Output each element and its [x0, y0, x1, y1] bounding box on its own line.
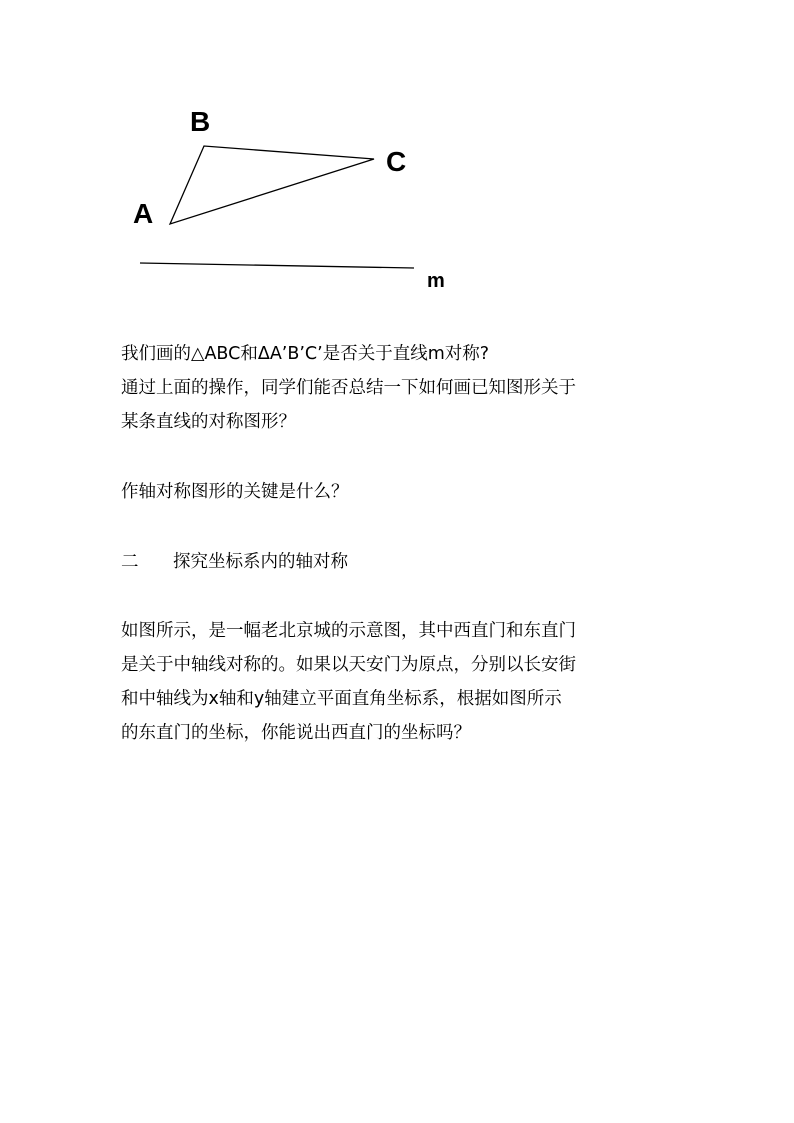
- paragraph-key-question: [121, 475, 681, 509]
- text-line: 某条直线的对称图形？: [121, 412, 296, 432]
- triangle-abc: [170, 146, 374, 224]
- text-line: 如图所示，是一幅老北京城的示意图，其中西直门和东直门: [121, 621, 576, 641]
- section-title: 探究坐标系内的轴对称: [173, 552, 348, 572]
- label-point-a: A: [133, 198, 154, 229]
- text-line: 我们画的△ABC和ΔA’B’C’是否关于直线m对称?: [121, 344, 490, 364]
- text-line: 是关于中轴线对称的。如果以天安门为原点，分别以长安街: [121, 655, 576, 675]
- paragraph-beijing-map: [121, 614, 681, 750]
- section-number: 二: [121, 552, 139, 572]
- label-line-m: m: [427, 270, 445, 292]
- label-point-b: B: [190, 106, 211, 137]
- text-line: 的东直门的坐标，你能说出西直门的坐标吗？: [121, 723, 471, 743]
- text-line: 和中轴线为x轴和y轴建立平面直角坐标系，根据如图所示: [121, 689, 562, 709]
- triangle-figure: [0, 0, 794, 320]
- section-heading: [121, 545, 681, 579]
- text-line: 作轴对称图形的关键是什么？: [121, 482, 349, 502]
- label-point-c: C: [386, 146, 407, 177]
- text-line: 通过上面的操作，同学们能否总结一下如何画已知图形关于: [121, 378, 576, 398]
- section-heading-line: [121, 545, 681, 579]
- line-m: [140, 263, 414, 268]
- paragraph-symmetry-question: [121, 337, 681, 439]
